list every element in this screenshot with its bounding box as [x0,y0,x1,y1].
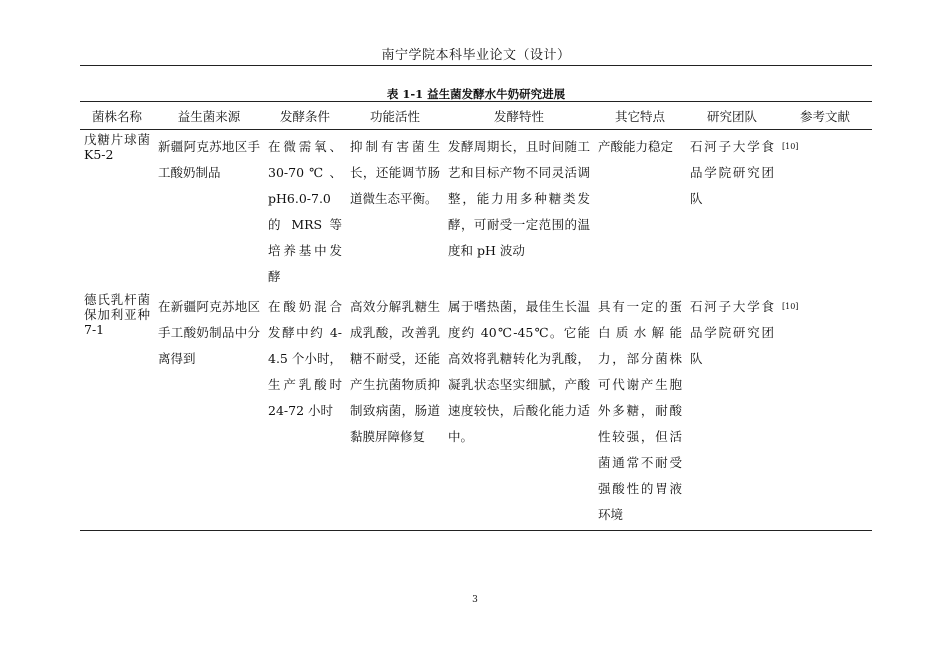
table-row [80,290,872,531]
cell-strain: 德氏乳杆菌保加利亚种 7-1 [80,290,154,531]
header-other: 其它特点 [594,102,686,130]
cell-source: 在新疆阿克苏地区手工酸奶制品中分离得到 [154,290,264,531]
cell-characteristic: 发酵周期长，且时间随工艺和目标产物不同灵活调整，能力用多种糖类发酵，可耐受一定范围的温度和 pH 波动 [448,139,590,258]
header-team: 研究团队 [686,102,778,130]
cell-characteristic: 属于嗜热菌，最佳生长温度约 40℃-45℃。它能高效将乳糖转化为乳酸，凝乳状态坚实细腻，产酸速度较快，后酸化能力适中。 [444,290,594,531]
reference-marker[interactable]: [10] [782,302,799,311]
header-ref: 参考文献 [778,102,872,130]
cell-function: 高效分解乳糖生成乳酸，改善乳糖不耐受，还能产生抗菌物质抑制致病菌，肠道黏膜屏障修复 [346,290,444,531]
cell-strain: 戊糖片球菌 K5-2 [84,132,150,162]
page-number: 3 [472,595,478,605]
header-characteristic: 发酵特性 [444,102,594,130]
cell-source: 新疆阿克苏地区手工酸奶制品 [158,139,260,180]
cell-team: 石河子大学食品学院研究团队 [690,139,774,206]
cell-ref [778,130,872,291]
reference-marker[interactable]: [10] [782,142,799,151]
header-function: 功能活性 [346,102,444,130]
header-rule [80,65,872,66]
table-caption: 表 1-1 益生菌发酵水牛奶研究进展 [386,87,566,101]
page-header: 南宁学院本科毕业论文（设计） [381,48,571,63]
header-condition: 发酵条件 [264,102,346,130]
cell-condition: 在酸奶混合发酵中约 4-4.5 个小时，生产乳酸时 24-72 小时 [264,290,346,531]
cell-condition: 在微需氧、30-70 ℃ 、pH6.0-7.0 的 MRS 等培养基中发酵 [268,139,342,284]
cell-ref [778,290,872,531]
table-header-row [80,102,872,130]
cell-team: 石河子大学食品学院研究团队 [686,290,778,531]
cell-other: 产酸能力稳定 [598,139,674,154]
cell-other: 具有一定的蛋白质水解能力，部分菌株可代谢产生胞外多糖，耐酸性较强，但活菌通常不耐受强酸性的胃液环境 [594,290,686,531]
table-row [80,130,872,291]
header-strain: 菌株名称 [80,102,154,130]
header-source: 益生菌来源 [154,102,264,130]
research-table [80,101,872,531]
cell-function: 抑制有害菌生长，还能调节肠道微生态平衡。 [350,139,440,206]
